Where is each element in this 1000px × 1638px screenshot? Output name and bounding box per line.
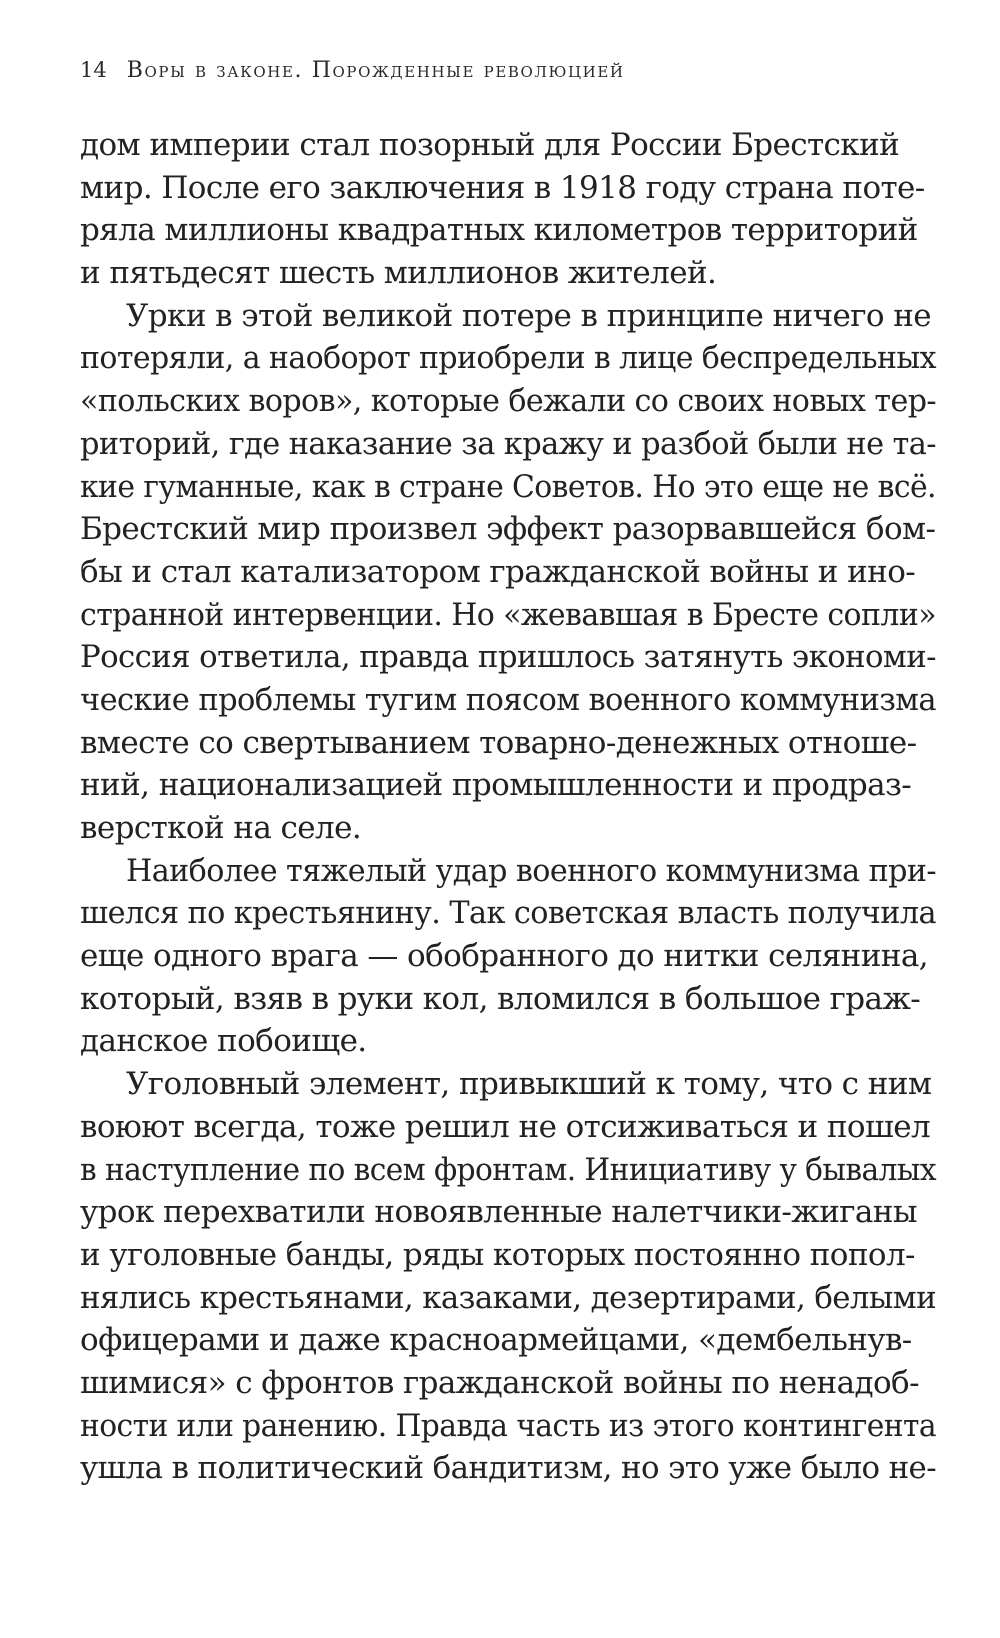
text-line: офицерами и даже красноармейцами, «дембельнув- (80, 1322, 912, 1359)
text-line: и уголовные банды, ряды которых постоянно попол- (80, 1236, 915, 1273)
text-line: версткой на селе. (80, 810, 362, 846)
paragraph-start-line: Наиболее тяжелый удар военного коммунизма при- (126, 852, 937, 889)
text-line: шимися» с фронтов гражданской войны по ненадоб- (80, 1364, 919, 1401)
text-line: Брестский мир произвел эффект разорвавшейся бом- (80, 511, 936, 548)
text-line: в наступление по всем фронтам. Инициативу у бывалых (80, 1151, 936, 1188)
text-line: бы и стал катализатором гражданской войны и ино- (80, 553, 916, 590)
text-line: воюют всегда, тоже решил не отсиживаться и пошел (80, 1108, 931, 1145)
text-line: данское побоище. (80, 1023, 367, 1060)
text-line: «польских воров», которые бежали со своих новых тер- (80, 383, 936, 420)
paragraph-start-line: Уголовный элемент, привыкший к тому, что с ним (126, 1066, 932, 1103)
text-line: и пятьдесят шесть миллионов жителей. (80, 255, 717, 292)
text-line: ушла в политический бандитизм, но это уже было не- (80, 1450, 937, 1487)
text-line: мир. После его заключения в 1918 году страна поте- (80, 169, 925, 206)
text-line: дом империи стал позорный для России Брестский (80, 127, 900, 163)
text-line: ряла миллионы квадратных километров территорий (80, 212, 918, 249)
text-line: еще одного врага — обобранного до нитки селянина, (80, 938, 928, 975)
text-line: ности или ранению. Правда часть из этого контингента (80, 1407, 937, 1444)
running-title: Воры в законе. Порожденные революцией (126, 58, 625, 83)
text-line: кие гуманные, как в стране Советов. Но это еще не всё. (80, 468, 936, 505)
text-line: вместе со свертыванием товарно-денежных отноше- (80, 724, 917, 761)
text-line: ческие проблемы тугим поясом военного коммунизма (80, 681, 936, 718)
text-line: ний, национализацией промышленности и продраз- (80, 767, 912, 804)
text-line: шелся по крестьянину. Так советская власть получила (80, 895, 936, 932)
text-line: потеряли, а наоборот приобрели в лице беспредельных (80, 340, 937, 377)
text-line: Россия ответила, правда пришлось затянуть экономи- (80, 639, 936, 676)
text-line: риторий, где наказание за кражу и разбой были не та- (80, 425, 936, 462)
text-line: который, взяв в руки кол, вломился в большое граж- (80, 980, 921, 1017)
text-line: урок перехватили новоявленные налетчики-жиганы (80, 1194, 917, 1231)
page-number: 14 (80, 58, 107, 82)
text-line: странной интервенции. Но «жевавшая в Бресте сопли» (80, 596, 936, 633)
paragraph-start-line: Урки в этой великой потере в принципе ничего не (126, 297, 932, 334)
running-header (80, 58, 920, 83)
body-text (80, 124, 936, 1490)
text-line: нялись крестьянами, казаками, дезертирами, белыми (80, 1279, 937, 1316)
